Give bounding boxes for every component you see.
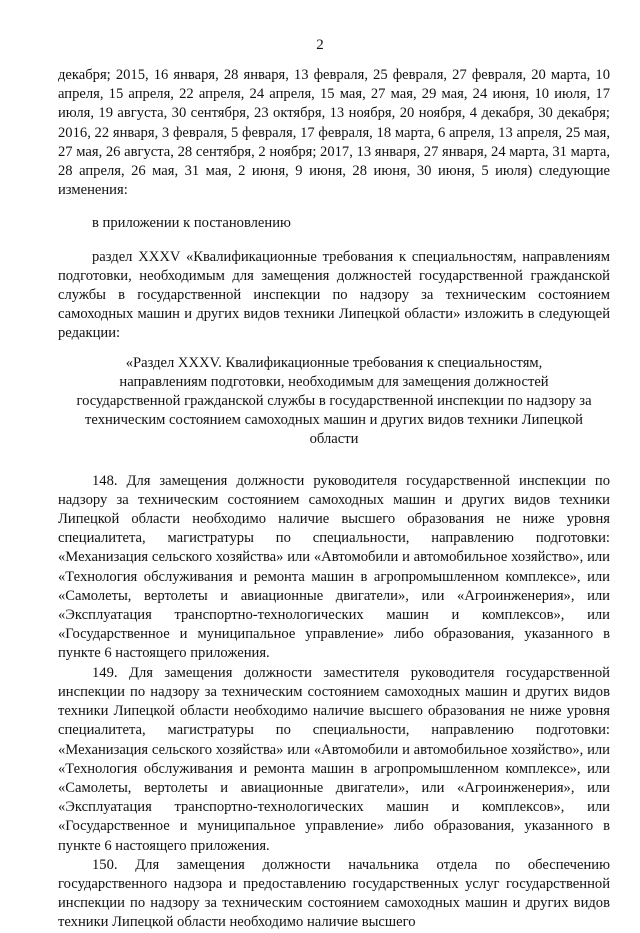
paragraph-149: 149. Для замещения должности заместителя руководителя государственной инспекции по надзору за техническим состоянием самоходных машин и других видов техники Липецкой области необходимо наличие высшего образования не ниже уровня специалитета, магистратуры по специальности, направлению подготовки: «Механизация сельского хозяйства» или «Автомобили и автомобильное хозяйство», или «Технология обслуживания и ремонта машин в агропромышленном комплексе», или «Самолеты, вертолеты и авиационные двигатели», или «Агроинженерия», или «Эксплуатация транспортно-технологических машин и комплексов», или «Государственное и муниципальное управление» либо образования, указанного в пункте 6 настоящего приложения.	[58, 664, 610, 854]
section-title-line: области	[309, 431, 359, 448]
amendment-instruction: раздел XXXV «Квалификационные требования к специальностям, направлениям подготовки, необходимым для замещения должностей государственной гражданской службы в государственной инспекции по надзору за техническим состоянием самоходных машин и других видов техники Липецкой области» изложить в следующей редакции:	[58, 248, 610, 342]
section-title-line: направлениям подготовки, необходимым для замещения должностей	[119, 373, 549, 390]
intro-paragraph: декабря; 2015, 16 января, 28 января, 13 февраля, 25 февраля, 27 февраля, 20 марта, 10 апреля, 15 апреля, 22 апреля, 24 апреля, 15 мая, 27 мая, 29 мая, 24 июня, 10 июля, 17 июля, 19 августа, 30 сентября, 23 октября, 13 ноября, 20 ноября, 4 декабря, 30 декабря; 2016, 22 января, 3 февраля, 5 февраля, 17 февраля, 18 марта, 6 апреля, 13 апреля, 25 мая, 27 мая, 26 августа, 28 сентября, 2 ноября; 2017, 13 января, 27 января, 24 марта, 31 марта, 28 апреля, 26 мая, 31 мая, 2 июня, 9 июня, 28 июня, 30 июня, 5 июля) следующие изменения:	[58, 67, 610, 199]
page-number: 2	[316, 37, 324, 53]
paragraph-148: 148. Для замещения должности руководителя государственной инспекции по надзору за техническим состоянием самоходных машин и других видов техники Липецкой области необходимо наличие высшего образования не ниже уровня специалитета, магистратуры по специальности, направлению подготовки: «Механизация сельского хозяйства» или «Автомобили и автомобильное хозяйство», или «Технология обслуживания и ремонта машин в агропромышленном комплексе», или «Самолеты, вертолеты и авиационные двигатели», или «Агроинженерия», или «Эксплуатация транспортно-технологических машин и комплексов», или «Государственное и муниципальное управление» либо образования, указанного в пункте 6 настоящего приложения.	[58, 472, 610, 662]
section-title-line: государственной гражданской службы в государственной инспекции по надзору за	[76, 393, 592, 410]
section-title-line: техническим состоянием самоходных машин и других видов техники Липецкой	[85, 412, 583, 429]
document-body	[58, 66, 610, 933]
appendix-reference: в приложении к постановлению	[92, 215, 291, 232]
section-title-line: «Раздел XXXV. Квалификационные требования к специальностям,	[125, 354, 543, 371]
section-title	[68, 354, 600, 450]
paragraph-150: 150. Для замещения должности начальника отдела по обеспечению государственного надзора и предоставлению государственных услуг государственной инспекции по надзору за техническим состоянием самоходных машин и других видов техники Липецкой области необходимо наличие высшего	[58, 856, 610, 931]
